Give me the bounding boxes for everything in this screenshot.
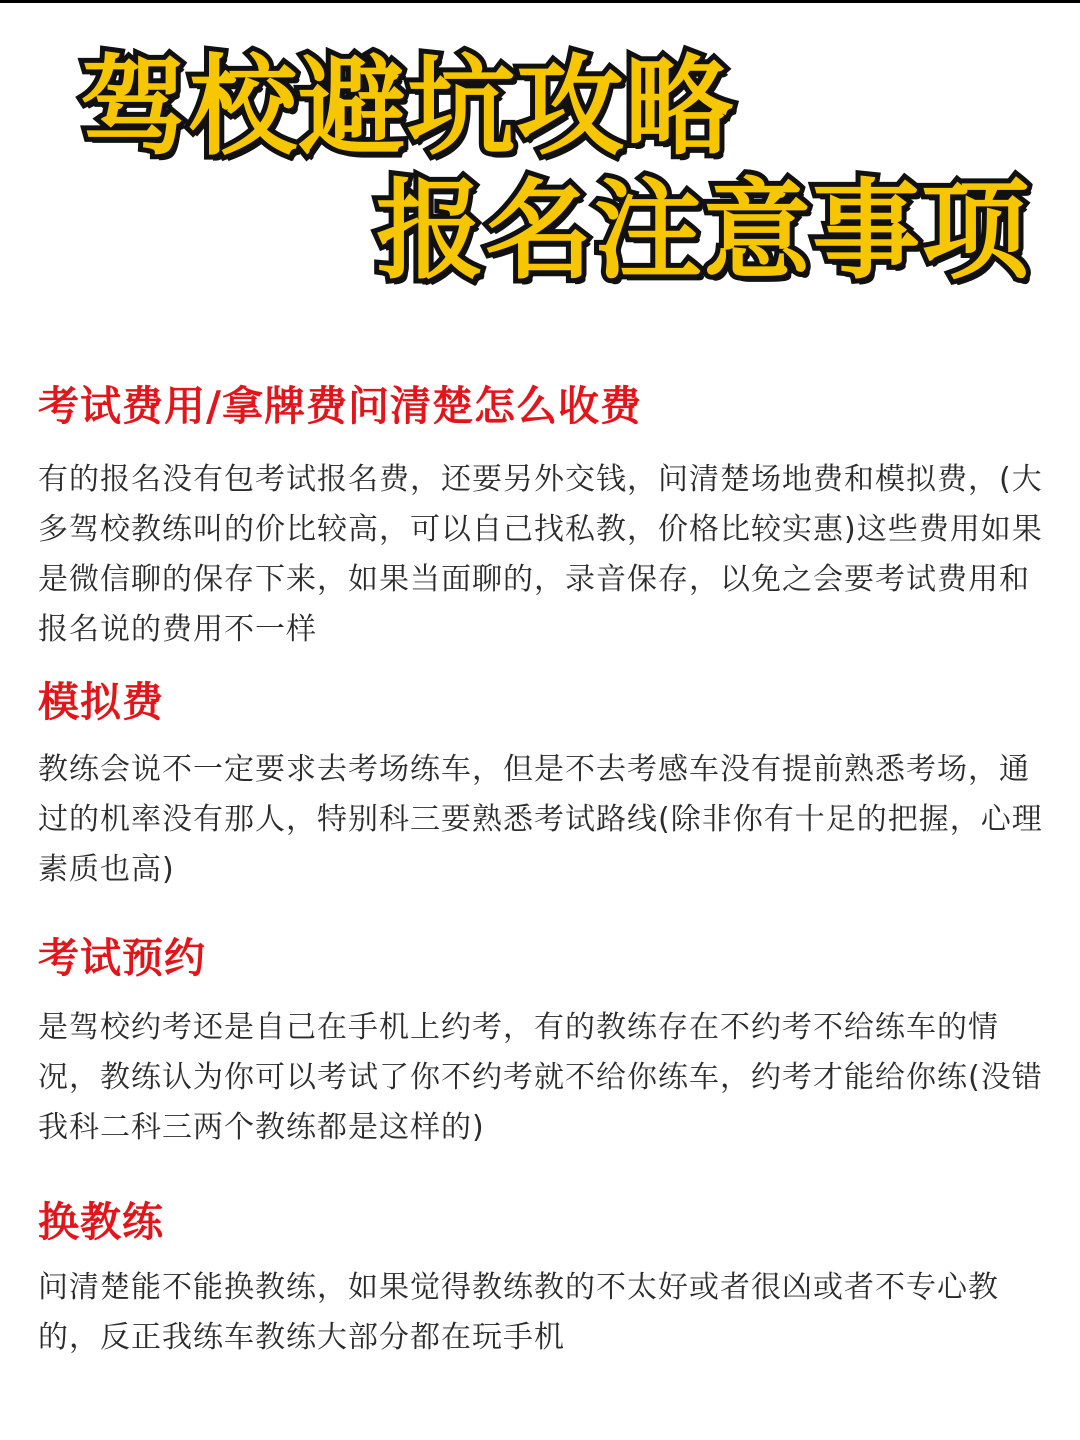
section-title: 模拟费: [38, 678, 164, 726]
headline-line-2: 报名注意事项: [376, 169, 1031, 294]
section-body: 问清楚能不能换教练，如果觉得教练教的不太好或者很凶或者不专心教的，反正我练车教练大部分都在玩手机: [38, 1270, 999, 1356]
section-simulation-fee: [38, 678, 1048, 895]
section-exam-fees: [38, 382, 1048, 655]
section-title: 换教练: [38, 1198, 164, 1246]
section-title: 考试预约: [38, 934, 206, 982]
section-exam-booking: [38, 934, 1048, 1153]
section-body: 有的报名没有包考试报名费，还要另外交钱，问清楚场地费和模拟费，(大多驾校教练叫的价比较高，可以自己找私教，价格比较实惠)这些费用如果是微信聊的保存下来，如果当面聊的，录音保存，以免之会要考试费用和报名说的费用不一样: [38, 462, 1043, 648]
headline-line-1: 驾校避坑攻略: [80, 45, 735, 170]
section-title: 考试费用/拿牌费问清楚怎么收费: [38, 382, 642, 430]
section-change-coach: [38, 1198, 1048, 1363]
section-body: 是驾校约考还是自己在手机上约考，有的教练存在不约考不给练车的情况，教练认为你可以考试了你不约考就不给你练车，约考才能给你练(没错我科二科三两个教练都是这样的): [38, 1010, 1043, 1146]
top-border: [0, 0, 1080, 3]
section-body: 教练会说不一定要求去考场练车，但是不去考感车没有提前熟悉考场，通过的机率没有那人，特别科三要熟悉考试路线(除非你有十足的把握，心理素质也高): [38, 752, 1043, 888]
